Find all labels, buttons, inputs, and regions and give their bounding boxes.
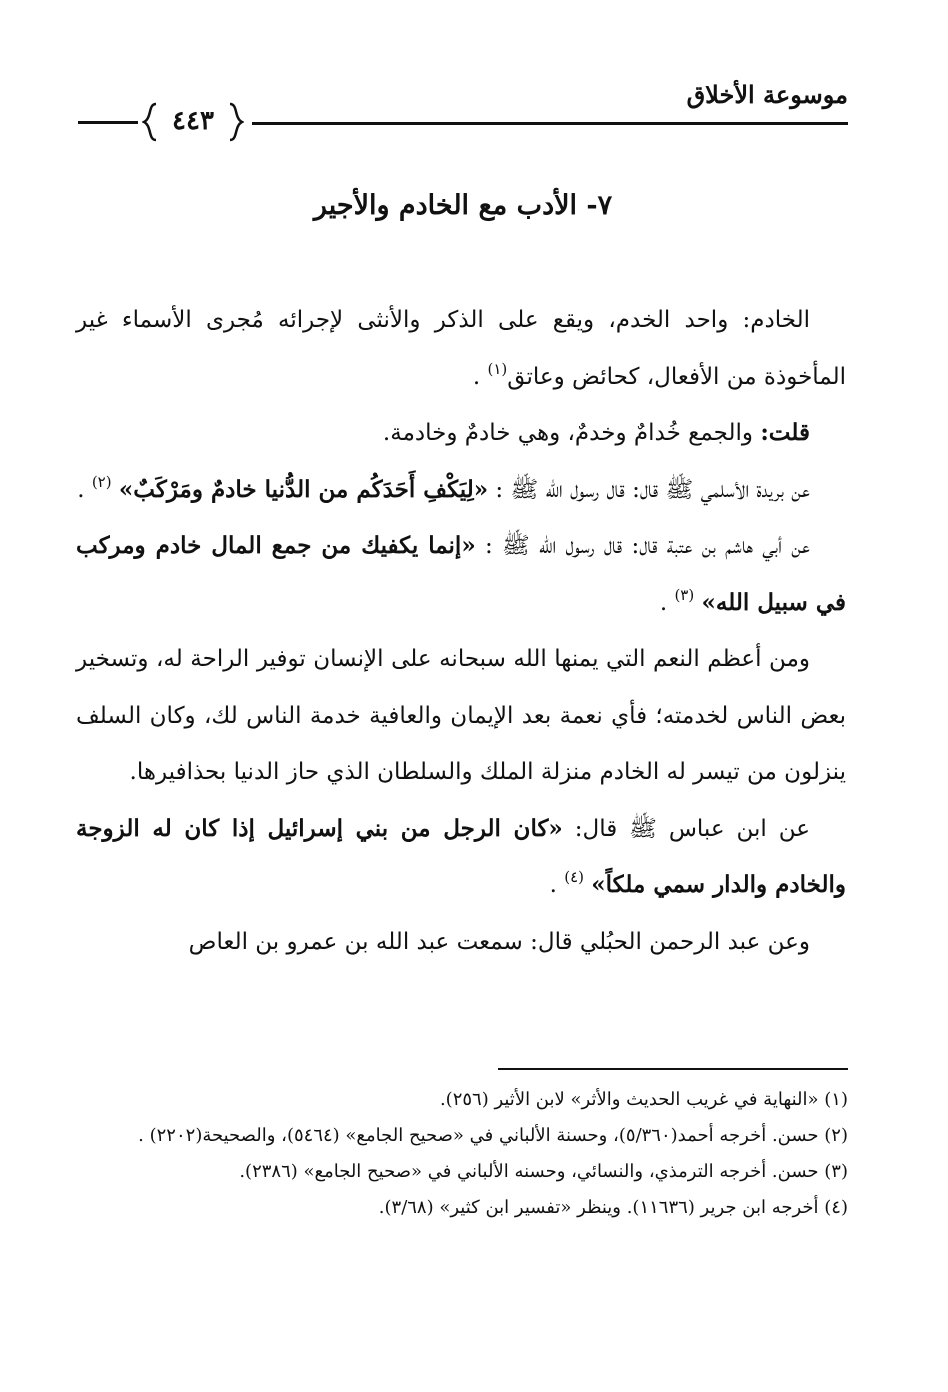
- footnote-2: (٢) حسن. أخرجه أحمد(٥/٣٦٠)، وحسنة الألباني في «صحيح الجامع» (٥٤٦٤)، والصحيحة(٢٢٠٢) .: [138, 1125, 848, 1146]
- paragraph-lead: قلت:: [760, 419, 810, 446]
- body-text: [76, 292, 846, 970]
- page-number: ٤٤٣: [172, 106, 214, 136]
- hadith-quote: «لِيَكْفِ أَحَدَكُم من الدُّنيا خادمٌ ومَرْكَبٌ»: [118, 475, 489, 503]
- page-number-ornament: [142, 100, 244, 144]
- paragraph-hubuli: وعن عبد الرحمن الحبُلي قال: سمعت عبد الله بن عمرو بن العاص: [188, 928, 810, 955]
- footnote-separator: [498, 1068, 848, 1070]
- running-title: موسوعة الأخلاق: [686, 80, 848, 109]
- paragraph-hadith-buraida: عن بريدة الأسلمي ﷺ قال: قال رسول الله ﷺ : «لِيَكْفِ أَحَدَكُم من الدُّنيا خادمٌ ومَرْكَبٌ» $^{(٢)}$ .: [77, 472, 810, 503]
- footnote-1: (١) «النهاية في غريب الحديث والأثر» لابن الأثير (٢٥٦).: [439, 1089, 848, 1110]
- hadith-quote: «إنما يكفيك من جمع المال خادم ومركب في سبيل الله»: [76, 532, 846, 616]
- page-header: [78, 80, 848, 136]
- footnote-3: (٣) حسن. أخرجه الترمذي، والنسائي، وحسنه الألباني في «صحيح الجامع» (٢٣٨٦).: [239, 1161, 848, 1182]
- header-rule-left: [78, 121, 138, 124]
- paragraph-ibn-abbas: عن ابن عباس ﷺ قال: «كان الرجل من بني إسرائيل إذا كان له الزوجة والخادم والدار سمي ملكاً» $^{(٤)}$ .: [76, 814, 846, 898]
- header-rule-right: [252, 122, 848, 125]
- paragraph-hadith-hashim: عن أبي هاشم بن عتبة قال: قال رسول الله ﷺ : «إنما يكفيك من جمع المال خادم ومركب في سبيل الله» $^{(٣)}$ .: [76, 532, 846, 616]
- paragraph-plural: قلت: والجمع خُدامٌ وخدمٌ، وهي خادمٌ وخادمة.: [382, 419, 810, 446]
- footnote-ref: (٣): [674, 585, 695, 604]
- footnote-ref: (٢): [91, 472, 112, 491]
- paragraph-blessing: ومن أعظم النعم التي يمنها الله سبحانه على الإنسان توفير الراحة له، وتسخير بعض الناس لخدمته؛ فأي نعمة بعد الإيمان والعافية خدمة الناس لك، وكان السلف ينزلون من تيسر له الخادم منزلة الملك والسلطان الذي حاز الدنيا بحذافيرها.: [76, 646, 846, 785]
- footnote-4: (٤) أخرجه ابن جرير (١١٦٣٦). وينظر «تفسير ابن كثير» (٣/٦٨).: [378, 1197, 848, 1218]
- footnote-ref: (١): [487, 359, 508, 378]
- footnote-ref: (٤): [564, 868, 584, 886]
- section-title: ٧- الأدب مع الخادم والأجير: [313, 190, 613, 221]
- paragraph-definition: الخادم: واحد الخدم، ويقع على الذكر والأنثى لإجرائه مُجرى الأسماء غير المأخوذة من الأفعال، كحائض وعاتق$^{(١)}$ .: [76, 307, 846, 390]
- athar-quote: «كان الرجل من بني إسرائيل إذا كان له الزوجة والخادم والدار سمي ملكاً»: [76, 814, 846, 898]
- footnotes: [78, 1082, 848, 1226]
